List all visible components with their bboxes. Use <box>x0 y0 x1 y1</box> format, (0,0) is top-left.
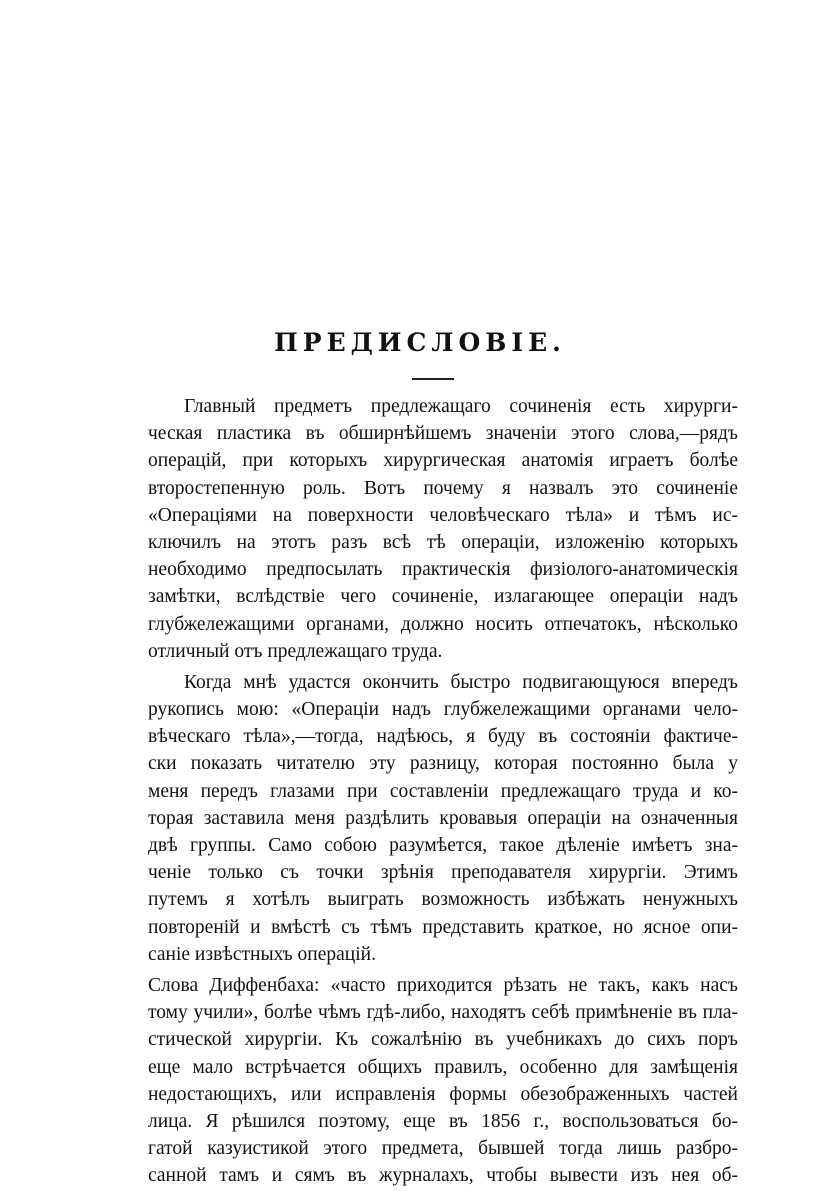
text-line: санной тамъ и сямъ въ журналахъ, чтобы вывести изъ нея об- <box>148 1165 738 1187</box>
text-line: замѣтки, вслѣдствіе чего сочиненіе, излагающее операціи надъ <box>148 586 738 608</box>
text-line: рукопись мою: «Операціи надъ глубжележащими органами чело- <box>148 699 738 721</box>
text-line: Когда мнѣ удастся окончить быстро подвигающуюся впередъ <box>184 671 738 693</box>
text-line: тому учили», болѣе чѣмъ гдѣ-либо, находятъ себѣ примѣненіе въ пла- <box>148 1002 738 1024</box>
text-line: глубжележащими органами, должно носить отпечатокъ, нѣсколько <box>148 613 738 635</box>
paragraph-1 <box>148 393 738 665</box>
text-line: необходимо предпосылать практическія физіолого-анатомическія <box>148 559 738 581</box>
text-line: гатой казуистикой этого предмета, бывшей тогда лишь разбро- <box>148 1138 738 1160</box>
text-line: саніе извѣстныхъ операцій. <box>148 943 376 965</box>
text-line: меня передъ глазами при составленіи предлежащаго труда и ко- <box>148 780 738 802</box>
text-line: ключилъ на этотъ разъ всѣ тѣ операціи, изложенію которыхъ <box>148 531 738 553</box>
paragraph-2 <box>148 669 738 968</box>
text-line: операцій, при которыхъ хирургическая анатомія играетъ болѣе <box>148 450 738 472</box>
text-line: двѣ группы. Само собою разумѣется, такое дѣленіе имѣетъ зна- <box>148 835 738 856</box>
text-line: повтореній и вмѣстѣ съ тѣмъ представить краткое, но ясное опи- <box>148 916 738 938</box>
text-line: стической хирургіи. Къ сожалѣнію въ учебникахъ до сихъ поръ <box>148 1029 738 1051</box>
text-line: Слова Диффенбаха: «часто приходится рѣзать не такъ, какъ насъ <box>148 974 738 996</box>
text-line: вѣческаго тѣла»,—тогда, надѣюсь, я буду въ состояніи фактиче- <box>148 726 738 748</box>
title-rule <box>412 378 454 380</box>
text-line: ски показать читателю эту разницу, которая постоянно была у <box>148 753 738 775</box>
text-line: лица. Я рѣшился поэтому, еще въ 1856 г., воспользоваться бо- <box>148 1110 738 1132</box>
text-line: отличный отъ предлежащаго труда. <box>148 640 443 662</box>
text-line: ченіе только съ точки зрѣнія преподавателя хирургіи. Этимъ <box>148 862 738 884</box>
paragraph-3 <box>148 972 738 1190</box>
text-line: «Операціями на поверхности человѣческаго тѣла» и тѣмъ ис- <box>148 504 738 526</box>
text-line: второстепенную роль. Вотъ почему я назвалъ это сочиненіе <box>148 477 738 499</box>
text-line: Главный предметъ предлежащаго сочиненія есть хирурги- <box>184 396 738 417</box>
page-title: ПРЕДИСЛОВІЕ. <box>274 328 566 357</box>
text-line: путемъ я хотѣлъ выиграть возможность избѣжать ненужныхъ <box>148 889 738 911</box>
text-line: еще мало встрѣчается общихъ правилъ, особенно для замѣщенія <box>148 1056 738 1078</box>
text-line: ческая пластика въ обширнѣйшемъ значеніи этого слова,—рядъ <box>148 423 738 445</box>
body-text <box>148 393 738 1189</box>
text-line: недостающихъ, или исправленія формы обезображенныхъ частей <box>148 1083 738 1105</box>
text-line: торая заставила меня раздѣлить кровавыя операціи на означенныя <box>148 807 738 829</box>
